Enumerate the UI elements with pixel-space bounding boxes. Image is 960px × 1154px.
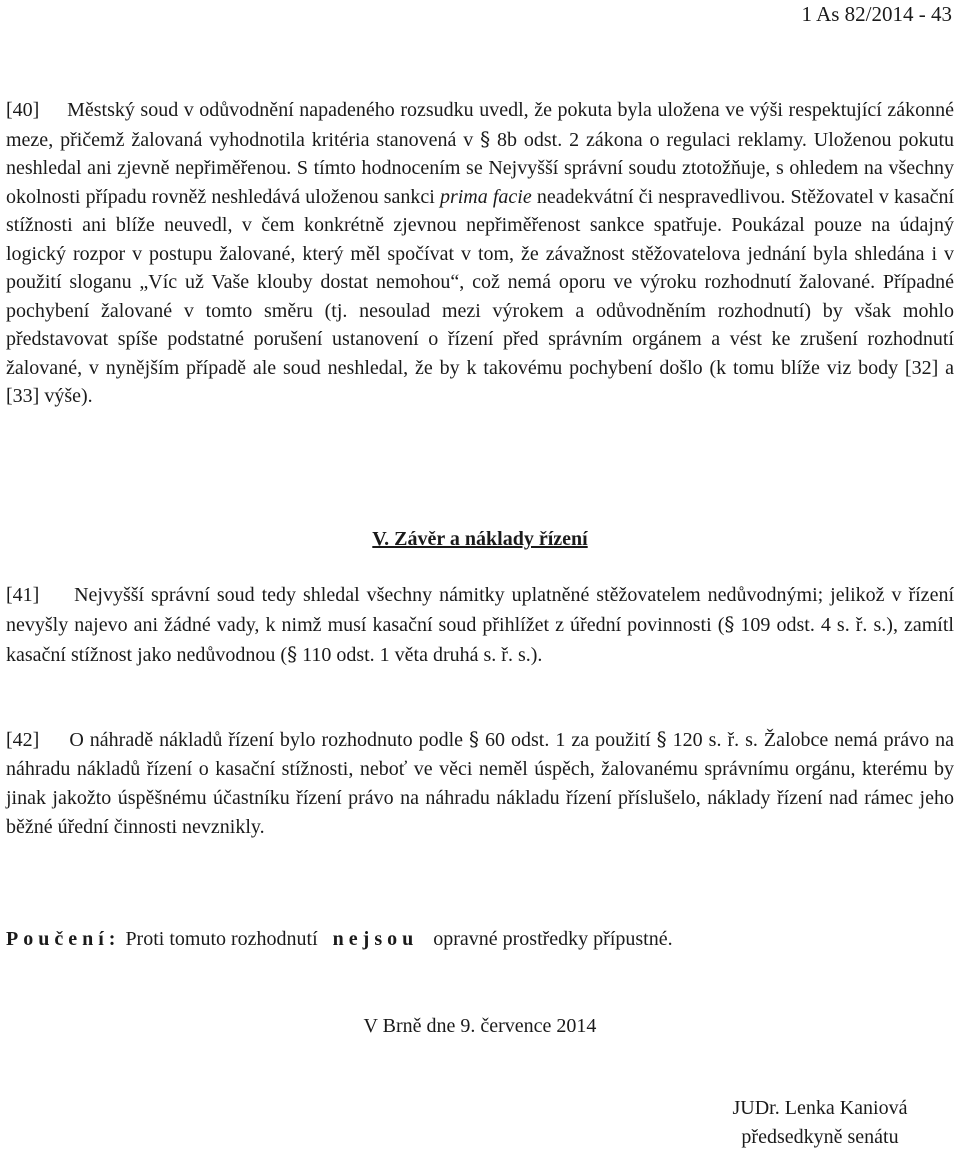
section-symbol: § [656,727,667,751]
paragraph-text: 109 odst. 4 s. ř. s.), zamítl kasační stížnost jako nedůvodnou ( [6,614,954,666]
paragraph-number: [42] [6,729,40,751]
case-number: 1 As 82/2014 - 43 [801,2,952,26]
place-and-date: V Brně dne 9. července 2014 [363,1015,597,1037]
paragraph-42 [6,725,954,842]
paragraph-text: 60 odst. 1 za použití [479,729,657,751]
italic-term: prima facie [439,185,532,208]
signature-block [690,1094,950,1152]
signatory-title: předsedkyně senátu [741,1126,899,1148]
section-heading: V. Závěr a náklady řízení [372,528,588,550]
paragraph-text: neadekvátní či nespravedlivou. Stěžovatel v kasační stížnosti ani blíže neuvedl, v čem konkrétně zjevnou nepřiměřenost sankce spatřuje. Poukázal pouze na údajný logický rozpor v postupu žalované, který měl spočívat v tom, že závažnost stěžovatelova jednání byla shledána i v použití sloganu „Víc už Vaše klouby dostat nemohou“, což nemá oporu ve výroku rozhodnutí žalované. Případné pochybení žalované v tomto směru (tj. nesoulad mezi výrokem a odůvodněním rozhodnutí) by však mohlo představovat spíše podstatné porušení ustanovení o řízení před správním orgánem a vést ke zrušení rozhodnutí žalované, v nynějším případě ale soud neshledal, že by k takovému pochybení došlo (k tomu blíže viz body [32] a [33] výše). [6,185,955,407]
paragraph-text: 120 s. ř. s. Žalobce nemá právo na náhradu nákladů řízení o kasační stížnosti, neboť ve věci neměl úspěch, žalovanému správnímu orgánu, kterému by jinak jakožto úspěšnému účastníku řízení právo na náhradu nákladu řízení příslušelo, náklady řízení nad rámec jeho běžné úřední činnosti nevznikly. [6,729,955,838]
instruction-label: Poučení: [6,928,121,950]
instruction-text: opravné prostředky přípustné. [428,928,673,950]
paragraph-number: [40] [6,99,40,121]
section-symbol: § [287,642,298,666]
paragraph-41 [6,581,954,670]
section-symbol: § [469,727,480,751]
instruction-text: Proti tomuto rozhodnutí [120,928,323,950]
paragraph-text: O náhradě nákladů řízení bylo rozhodnuto podle [69,729,470,751]
paragraph-text: 110 odst. 1 věta druhá s. ř. s.). [297,644,543,666]
paragraph-text: 8b odst. 2 zákona o regulaci reklamy. Uloženou pokutu neshledal ani zjevně nepřiměřenou. S tímto hodnocením se Nejvyšší správní soudu ztotožňuje, s ohledem na všechny okolnosti případu rovněž neshledává uloženou sankci [6,128,955,208]
paragraph-40 [6,96,954,411]
section-symbol: § [480,126,491,151]
section-symbol: § [724,612,735,636]
paragraph-text: Nejvyšší správní soud tedy shledal všechny námitky uplatněné stěžovatelem nedůvodnými; jelikož v řízení nevyšly najevo ani žádné vady, k nimž musí kasační soud přihlížet z úřední povinnosti ( [6,584,954,636]
instruction-emphasis: nejsou [332,928,419,950]
signatory-name: JUDr. Lenka Kaniová [732,1097,908,1119]
paragraph-number: [41] [6,584,40,606]
legal-instruction [6,925,954,953]
paragraph-text: Městský soud v odůvodnění napadeného rozsudku uvedl, že pokuta byla uložena ve výši respektující zákonné meze, přičemž žalovaná vyhodnotila kritéria stanovená v [6,99,955,151]
